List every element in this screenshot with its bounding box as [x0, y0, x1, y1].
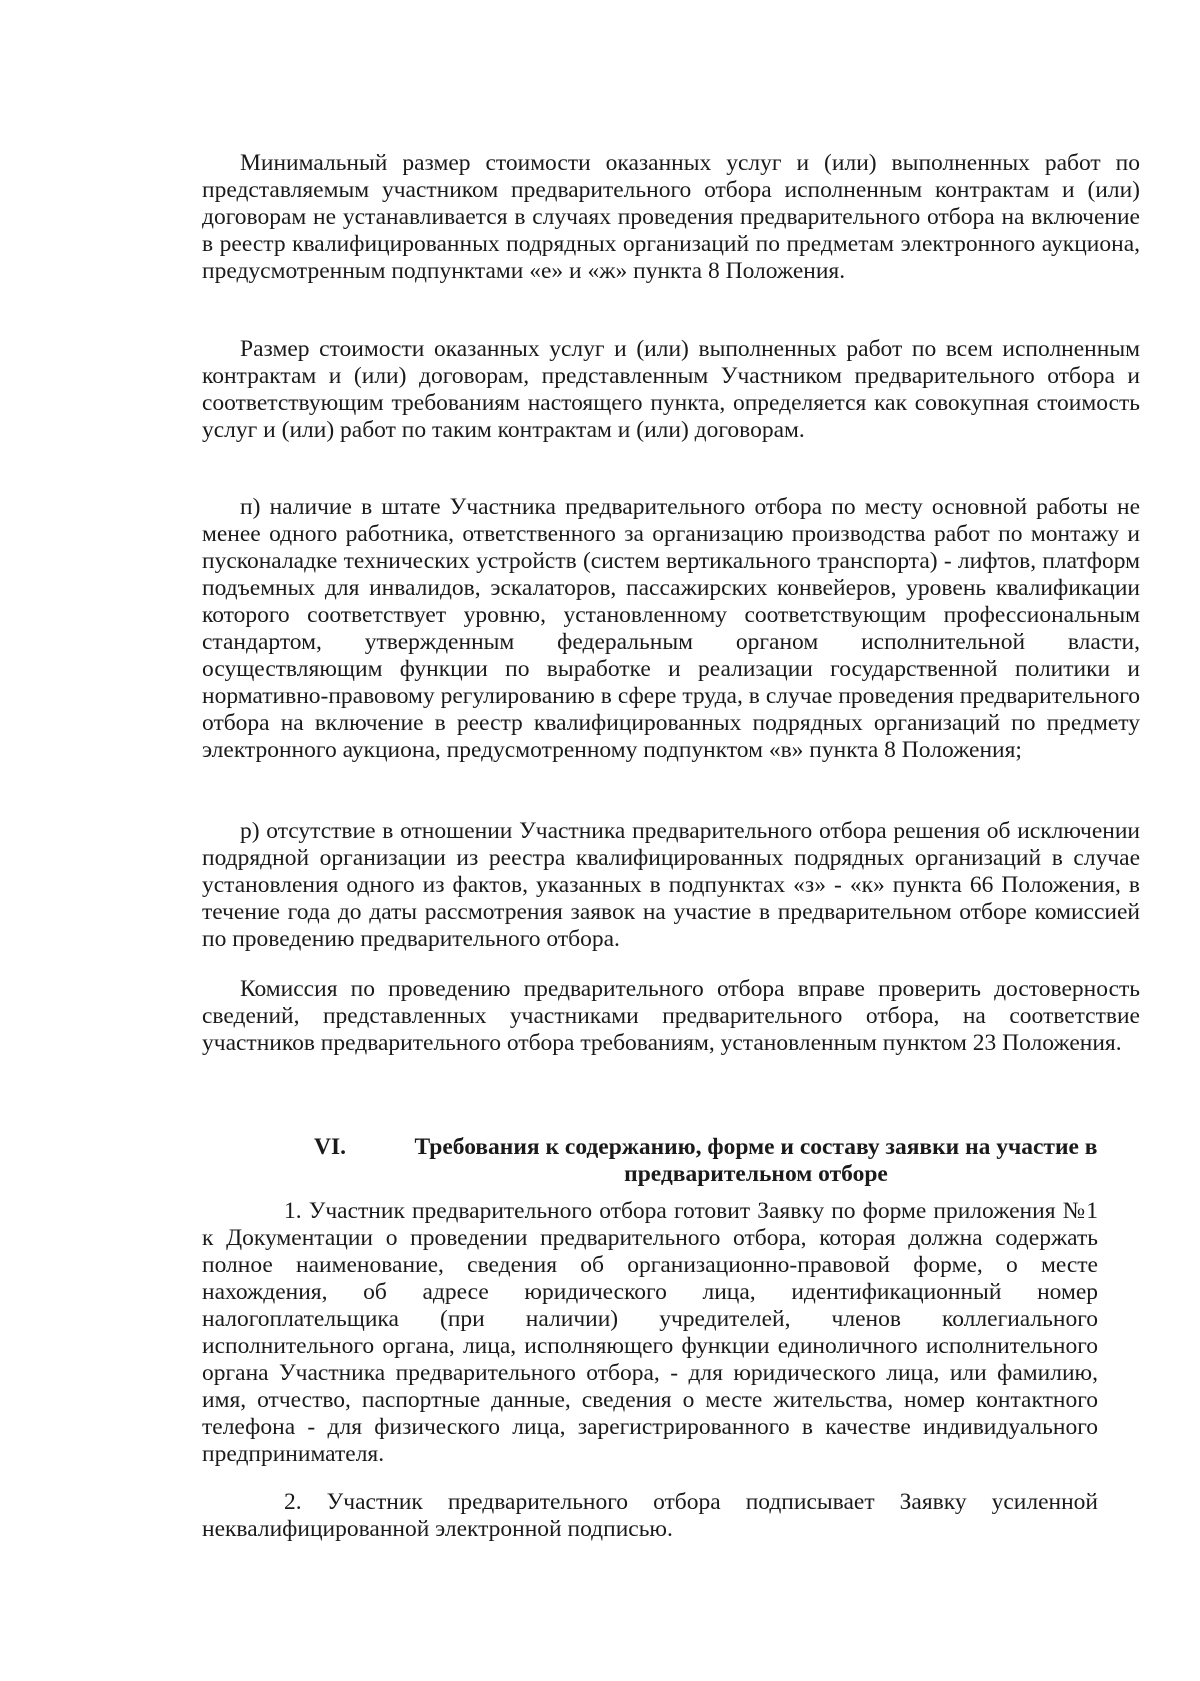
paragraph-cost-size: Размер стоимости оказанных услуг и (или) выполненных работ по всем исполненным контрактам и (или) договорам, представленным Участником предварительного отбора и соответствующим требованиям настоящего пункта, определяется как совокупная стоимость услуг и (или) работ по таким контрактам и (или) договорам. [202, 336, 1140, 443]
paragraph-application-signature: 2. Участник предварительного отбора подписывает Заявку усиленной неквалифицированной электронной подписью. [202, 1489, 1098, 1542]
paragraph-commission: Комиссия по проведению предварительного отбора вправе проверить достоверность сведений, представленных участниками предварительного отбора, на соответствие участников предварительного отбора требованиям, установленным пунктом 23 Положения. [202, 976, 1140, 1056]
section-title: Требования к содержанию, форме и составу заявки на участие в предварительном отборе [414, 1134, 1098, 1187]
paragraph-item-r: р) отсутствие в отношении Участника предварительного отбора решения об исключении подрядной организации из реестра квалифицированных подрядных организаций в случае установления одного из фактов, указанных в подпунктах «з» - «к» пункта 66 Положения, в течение года до даты рассмотрения заявок на участие в предварительном отборе комиссией по проведению предварительного отбора. [202, 818, 1140, 952]
section-number: VI. [314, 1134, 346, 1160]
paragraph-item-p: п) наличие в штате Участника предварительного отбора по месту основной работы не менее одного работника, ответственного за организацию производства работ по монтажу и пусконаладке технических устройств (систем вертикального транспорта) - лифтов, платформ подъемных для инвалидов, эскалаторов, пассажирских конвейеров, уровень квалификации которого соответствует уровню, установленному соответствующим профессиональным стандартом, утвержденным федеральным органом исполнительной власти, осуществляющим функции по выработке и реализации государственной политики и нормативно-правовому регулированию в сфере труда, в случае проведения предварительного отбора на включение в реестр квалифицированных подрядных организаций по предмету электронного аукциона, предусмотренному подпунктом «в» пункта 8 Положения; [202, 494, 1140, 763]
paragraph-min-cost: Минимальный размер стоимости оказанных услуг и (или) выполненных работ по представляемым участником предварительного отбора исполненным контрактам и (или) договорам не устанавливается в случаях проведения предварительного отбора на включение в реестр квалифицированных подрядных организаций по предметам электронного аукциона, предусмотренным подпунктами «е» и «ж» пункта 8 Положения. [202, 150, 1140, 284]
section-heading [202, 1134, 1140, 1188]
paragraph-application-form: 1. Участник предварительного отбора готовит Заявку по форме приложения №1 к Документации о проведении предварительного отбора, которая должна содержать полное наименование, сведения об организационно-правовой форме, о месте нахождения, об адресе юридического лица, идентификационный номер налогоплательщика (при наличии) учредителей, членов коллегиального исполнительного органа, лица, исполняющего функции единоличного исполнительного органа Участника предварительного отбора, - для юридического лица, или фамилию, имя, отчество, паспортные данные, сведения о месте жительства, номер контактного телефона - для физического лица, зарегистрированного в качестве индивидуального предпринимателя. [202, 1198, 1098, 1467]
